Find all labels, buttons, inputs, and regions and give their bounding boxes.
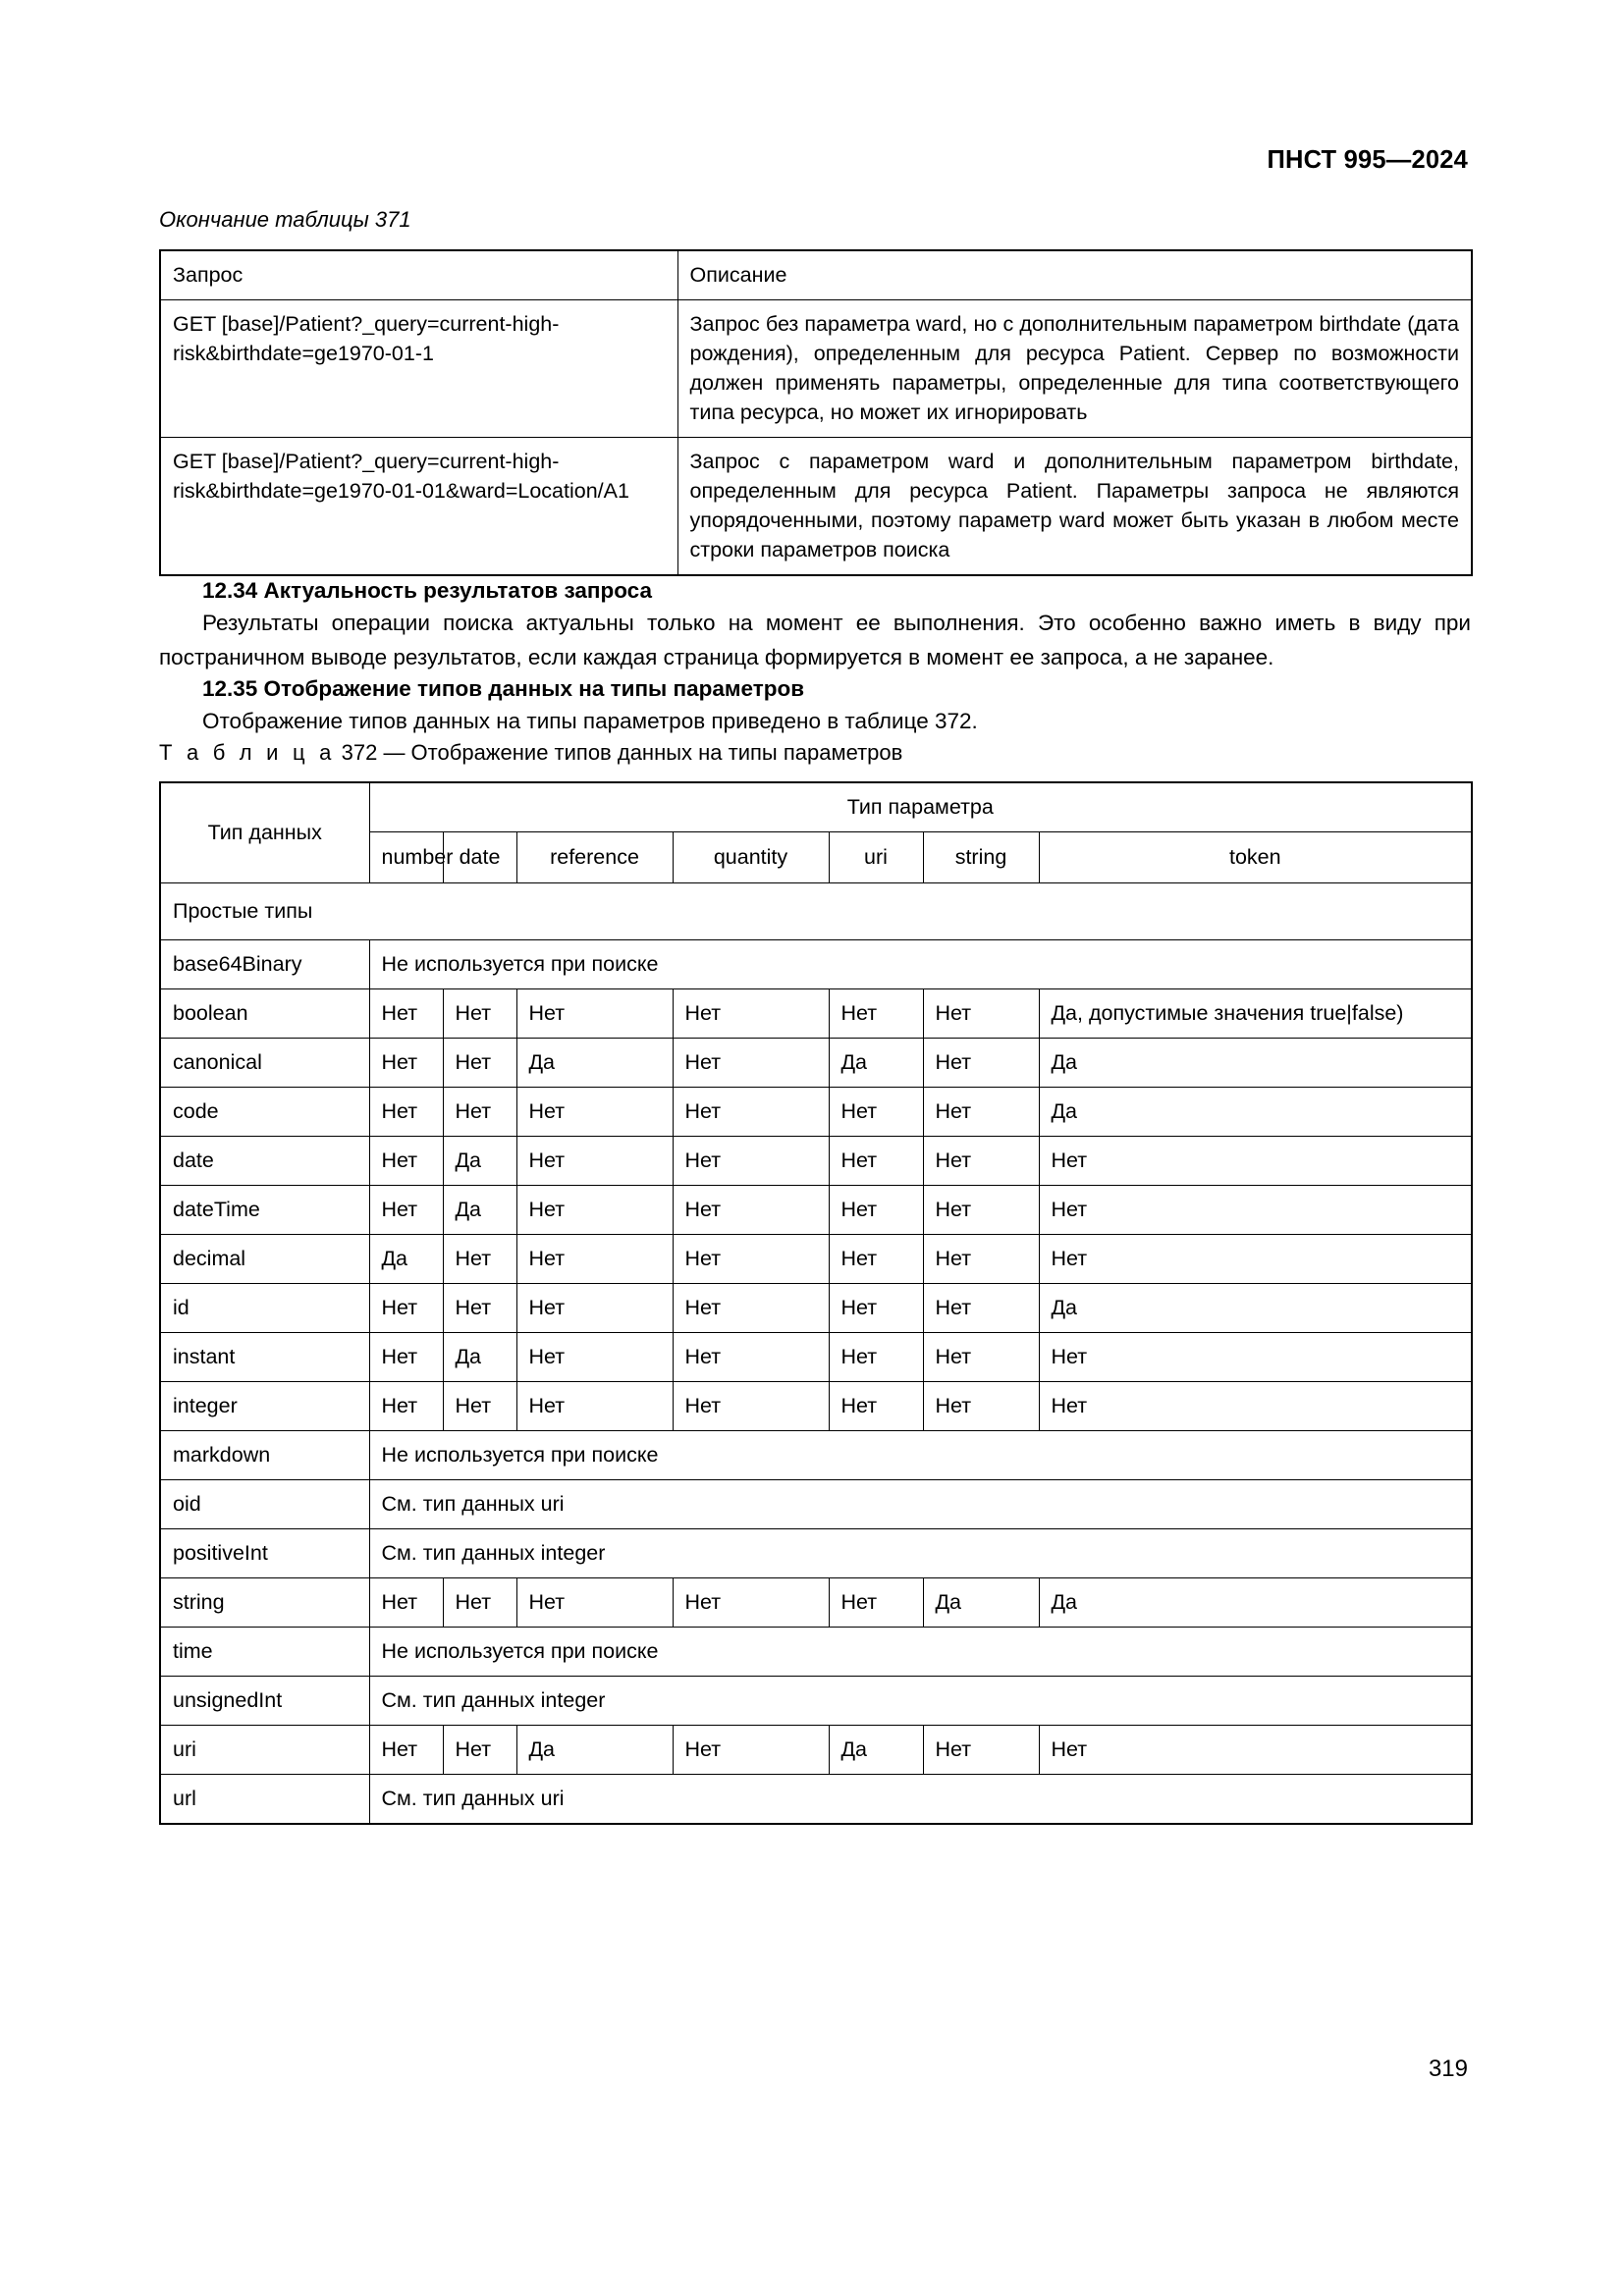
value-cell-reference: Нет [516,1088,673,1137]
value-cell-reference: Нет [516,989,673,1039]
value-cell-uri: Нет [829,1186,923,1235]
value-cell-date: Нет [443,989,516,1039]
value-cell-quantity: Нет [673,1186,829,1235]
value-cell-quantity: Нет [673,1382,829,1431]
request-cell: GET [base]/Patient?_query=current-high-risk&birthdate=ge1970-01-01&ward=Location/A1 [160,438,677,576]
table-371-head [160,250,1472,300]
table-row [160,1677,1472,1726]
data-type-cell: uri [160,1726,369,1775]
running-header: ПНСТ 995—2024 [1267,146,1468,174]
table-row [160,1382,1472,1431]
table-371-body [160,300,1472,576]
value-cell-uri: Нет [829,989,923,1039]
value-cell-uri: Нет [829,1235,923,1284]
data-type-cell: string [160,1578,369,1628]
data-type-cell: decimal [160,1235,369,1284]
table-row [160,1726,1472,1775]
data-type-cell: dateTime [160,1186,369,1235]
value-cell-token: Нет [1039,1382,1472,1431]
clause-heading-12-34: 12.34 Актуальность результатов запроса [202,578,652,603]
value-cell-reference: Нет [516,1137,673,1186]
table-row [160,940,1472,989]
value-cell-quantity: Нет [673,1284,829,1333]
value-cell-token: Да [1039,1578,1472,1628]
data-type-cell: instant [160,1333,369,1382]
request-cell: GET [base]/Patient?_query=current-high-risk&birthdate=ge1970-01-1 [160,300,677,438]
value-cell-quantity: Нет [673,1333,829,1382]
value-cell-number: Нет [369,1039,443,1088]
value-cell-reference: Нет [516,1186,673,1235]
table-372-caption [159,738,1471,768]
value-cell-string: Да [923,1578,1039,1628]
value-cell-uri: Нет [829,1333,923,1382]
value-cell-number: Нет [369,1726,443,1775]
note-cell: См. тип данных uri [369,1775,1472,1825]
value-cell-date: Да [443,1137,516,1186]
value-cell-string: Нет [923,1186,1039,1235]
column-header-reference: reference [516,832,673,883]
value-cell-quantity: Нет [673,1137,829,1186]
column-group-header-parameter-type: Тип параметра [369,782,1472,832]
table-row [160,1284,1472,1333]
value-cell-token: Да [1039,1088,1472,1137]
description-cell: Запрос с параметром ward и дополнительным параметром birthdate, определенным для ресурса Patient. Параметры запроса не являются упорядоченными, поэтому параметр ward может быть указан в любом месте строки параметров поиска [677,438,1472,576]
data-type-cell: unsignedInt [160,1677,369,1726]
value-cell-quantity: Нет [673,1088,829,1137]
value-cell-token: Нет [1039,1235,1472,1284]
clause-paragraph-12-34: Результаты операции поиска актуальны только на момент ее выполнения. Это особенно важно иметь в виду при постраничном выводе результатов, если каждая страница формируется в момент ее запроса, а не заранее. [159,611,1471,669]
value-cell-quantity: Нет [673,989,829,1039]
column-header-quantity: quantity [673,832,829,883]
value-cell-date: Нет [443,1578,516,1628]
table-row [160,1186,1472,1235]
value-cell-number: Нет [369,1333,443,1382]
clause-paragraph-12-35: Отображение типов данных на типы параметров приведено в таблице 372. [202,709,978,733]
description-cell: Запрос без параметра ward, но с дополнительным параметром birthdate (дата рождения), определенным для ресурса Patient. Сервер по возможности должен применять параметры, определенные для типа соответствующего типа ресурса, но может их игнорировать [677,300,1472,438]
data-type-cell: boolean [160,989,369,1039]
value-cell-uri: Нет [829,1137,923,1186]
value-cell-quantity: Нет [673,1726,829,1775]
column-header-token: token [1039,832,1472,883]
value-cell-reference: Нет [516,1578,673,1628]
note-cell: Не используется при поиске [369,1431,1472,1480]
note-cell: См. тип данных uri [369,1480,1472,1529]
value-cell-date: Нет [443,1382,516,1431]
value-cell-string: Нет [923,1382,1039,1431]
value-cell-date: Нет [443,1726,516,1775]
data-type-cell: time [160,1628,369,1677]
table-caption-word: Т а б л и ц а [159,740,336,765]
value-cell-date: Да [443,1186,516,1235]
table-row [160,883,1472,940]
data-type-cell: url [160,1775,369,1825]
column-header-data-type: Тип данных [160,782,369,883]
table-row [160,300,1472,438]
value-cell-reference: Да [516,1039,673,1088]
value-cell-uri: Нет [829,1578,923,1628]
value-cell-token: Да [1039,1284,1472,1333]
value-cell-date: Нет [443,1284,516,1333]
table-row [160,989,1472,1039]
table-row [160,1431,1472,1480]
table-row [160,250,1472,300]
value-cell-string: Нет [923,1088,1039,1137]
note-cell: Не используется при поиске [369,940,1472,989]
clause-heading-12-35: 12.35 Отображение типов данных на типы параметров [202,676,805,701]
table-371-continuation-label: Окончание таблицы 371 [159,207,411,232]
value-cell-date: Да [443,1333,516,1382]
data-type-cell: canonical [160,1039,369,1088]
table-372 [159,781,1473,1825]
data-type-cell: markdown [160,1431,369,1480]
value-cell-reference: Нет [516,1333,673,1382]
value-cell-number: Нет [369,1186,443,1235]
table-row [160,1480,1472,1529]
column-header-uri: uri [829,832,923,883]
table-row [160,1578,1472,1628]
section-label-cell: Простые типы [160,883,1472,940]
value-cell-uri: Нет [829,1284,923,1333]
column-header-string: string [923,832,1039,883]
value-cell-number: Нет [369,1284,443,1333]
value-cell-string: Нет [923,1039,1039,1088]
value-cell-string: Нет [923,1333,1039,1382]
table-row [160,1235,1472,1284]
table-row [160,1039,1472,1088]
page-number: 319 [1428,2056,1468,2082]
table-row [160,1775,1472,1825]
data-type-cell: base64Binary [160,940,369,989]
value-cell-quantity: Нет [673,1578,829,1628]
table-caption-rest: 372 — Отображение типов данных на типы параметров [335,740,903,765]
value-cell-string: Нет [923,1137,1039,1186]
data-type-cell: integer [160,1382,369,1431]
value-cell-uri: Да [829,1726,923,1775]
value-cell-token: Да [1039,1039,1472,1088]
note-cell: См. тип данных integer [369,1529,1472,1578]
table-row [160,782,1472,832]
table-row [160,1529,1472,1578]
table-371 [159,249,1473,576]
value-cell-number: Нет [369,1137,443,1186]
value-cell-number: Нет [369,1578,443,1628]
data-type-cell: positiveInt [160,1529,369,1578]
note-cell: См. тип данных integer [369,1677,1472,1726]
value-cell-reference: Нет [516,1284,673,1333]
data-type-cell: oid [160,1480,369,1529]
note-cell: Не используется при поиске [369,1628,1472,1677]
value-cell-string: Нет [923,1235,1039,1284]
value-cell-reference: Да [516,1726,673,1775]
value-cell-date: Нет [443,1039,516,1088]
table-row [160,1333,1472,1382]
value-cell-date: Нет [443,1088,516,1137]
value-cell-reference: Нет [516,1235,673,1284]
value-cell-uri: Да [829,1039,923,1088]
value-cell-string: Нет [923,989,1039,1039]
value-cell-quantity: Нет [673,1235,829,1284]
value-cell-string: Нет [923,1284,1039,1333]
table-row [160,1088,1472,1137]
table-372-body [160,883,1472,1825]
table-372-head [160,782,1472,883]
value-cell-number: Да [369,1235,443,1284]
data-type-cell: code [160,1088,369,1137]
value-cell-string: Нет [923,1726,1039,1775]
value-cell-token: Нет [1039,1726,1472,1775]
value-cell-uri: Нет [829,1088,923,1137]
value-cell-reference: Нет [516,1382,673,1431]
value-cell-token: Нет [1039,1137,1472,1186]
value-cell-token: Нет [1039,1333,1472,1382]
value-cell-number: Нет [369,1088,443,1137]
column-header-number: number [369,832,443,883]
value-cell-quantity: Нет [673,1039,829,1088]
column-header-date: date [443,832,516,883]
data-type-cell: id [160,1284,369,1333]
value-cell-date: Нет [443,1235,516,1284]
value-cell-number: Нет [369,989,443,1039]
table-row [160,1137,1472,1186]
table-row [160,438,1472,576]
column-header-request: Запрос [160,250,677,300]
value-cell-token: Нет [1039,1186,1472,1235]
page-content [159,206,1471,1825]
value-cell-uri: Нет [829,1382,923,1431]
data-type-cell: date [160,1137,369,1186]
value-cell-token: Да, допустимые значения true|false) [1039,989,1472,1039]
column-header-description: Описание [677,250,1472,300]
table-row [160,1628,1472,1677]
value-cell-number: Нет [369,1382,443,1431]
